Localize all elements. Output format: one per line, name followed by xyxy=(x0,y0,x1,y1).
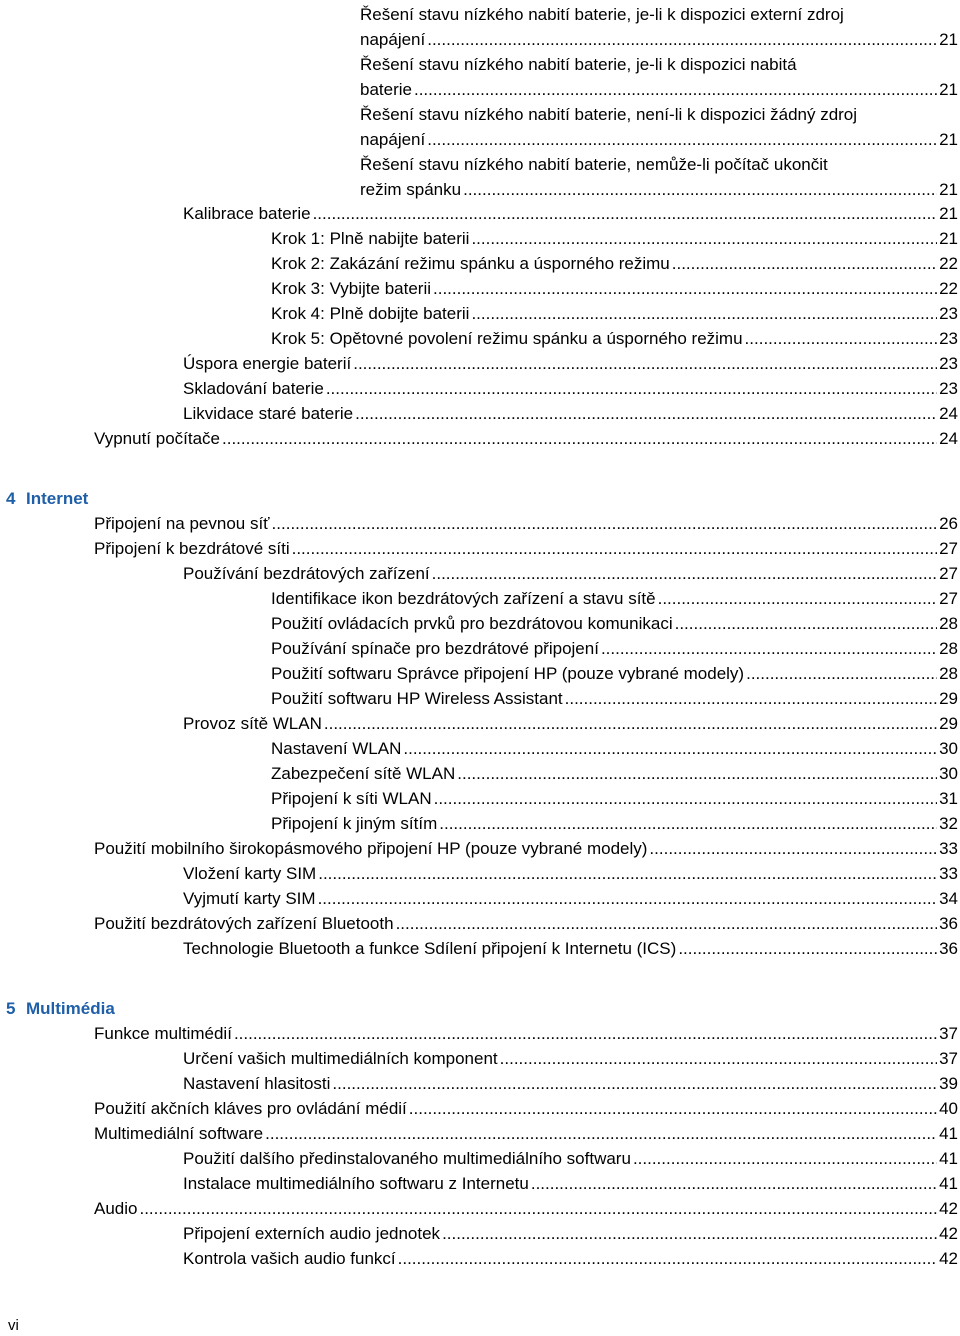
toc-entry[interactable] xyxy=(183,1046,958,1071)
toc-entry[interactable] xyxy=(183,1221,958,1246)
toc-entry-title: Používání bezdrátových zařízení xyxy=(183,564,430,583)
toc-entry-page: 23 xyxy=(939,304,958,323)
toc-entry[interactable] xyxy=(183,936,958,961)
toc-entry-title: Připojení k síti WLAN xyxy=(271,789,432,808)
toc-entry[interactable] xyxy=(360,2,958,52)
toc-entry-title-cont: režim spánku xyxy=(360,180,462,199)
chapter-number: 5 xyxy=(6,999,16,1018)
toc-entry[interactable] xyxy=(271,301,958,326)
toc-entry-page: 23 xyxy=(939,379,958,398)
toc-entry-title: Vyjmutí karty SIM xyxy=(183,889,316,908)
chapter-heading[interactable] xyxy=(6,996,115,1021)
toc-entry[interactable] xyxy=(271,226,958,251)
toc-entry-page: 42 xyxy=(939,1249,958,1268)
toc-entry[interactable] xyxy=(94,911,958,936)
chapter-title: Multimédia xyxy=(26,999,115,1018)
toc-entry[interactable] xyxy=(183,886,958,911)
toc-entry-page: 23 xyxy=(939,329,958,348)
page-number: vi xyxy=(8,1317,19,1334)
toc-entry[interactable] xyxy=(183,711,958,736)
toc-entry-title: Krok 4: Plně dobijte baterii xyxy=(271,304,470,323)
toc-entry[interactable] xyxy=(360,152,958,202)
toc-entry[interactable] xyxy=(94,1021,958,1046)
toc-entry-title: Použití softwaru HP Wireless Assistant xyxy=(271,689,563,708)
toc-entry-page: 31 xyxy=(939,789,958,808)
toc-entry-title: Skladování baterie xyxy=(183,379,324,398)
toc-entry-title: Identifikace ikon bezdrátových zařízení a stavu sítě xyxy=(271,589,656,608)
toc-entry-title: Připojení k bezdrátové síti xyxy=(94,539,290,558)
toc-entry-page: 23 xyxy=(939,354,958,373)
toc-entry[interactable] xyxy=(94,536,958,561)
toc-entry-page: 30 xyxy=(939,764,958,783)
toc-entry[interactable] xyxy=(94,1096,958,1121)
toc-entry-page: 42 xyxy=(939,1224,958,1243)
toc-entry-title: Vložení karty SIM xyxy=(183,864,317,883)
toc-entry-title-cont: napájení xyxy=(360,30,426,49)
toc-entry[interactable] xyxy=(271,661,958,686)
toc-entry-page: 29 xyxy=(939,714,958,733)
toc-entry-title: Řešení stavu nízkého nabití baterie, nemůže-li počítač ukončit xyxy=(360,155,828,174)
toc-entry-title: Určení vašich multimediálních komponent xyxy=(183,1049,498,1068)
toc-entry[interactable] xyxy=(94,426,958,451)
toc-entry-title: Řešení stavu nízkého nabití baterie, není-li k dispozici žádný zdroj xyxy=(360,105,858,124)
toc-entry[interactable] xyxy=(183,1071,958,1096)
toc-entry-page: 42 xyxy=(939,1199,958,1218)
toc-entry-title: Použití akčních kláves pro ovládání médií xyxy=(94,1099,407,1118)
toc-entry-page: 39 xyxy=(939,1074,958,1093)
toc-entry[interactable] xyxy=(271,276,958,301)
toc-entry[interactable] xyxy=(183,1146,958,1171)
toc-entry[interactable] xyxy=(183,351,958,376)
toc-entry-title: Použití ovládacích prvků pro bezdrátovou komunikaci xyxy=(271,614,673,633)
toc-entry-page: 27 xyxy=(939,564,958,583)
toc-entry-title: Připojení na pevnou síť xyxy=(94,514,270,533)
toc-entry-title: Použití dalšího předinstalovaného multimediálního softwaru xyxy=(183,1149,631,1168)
toc-entry[interactable] xyxy=(94,836,958,861)
toc-entry-page: 28 xyxy=(939,639,958,658)
toc-entry-title: Připojení k jiným sítím xyxy=(271,814,438,833)
toc-entry-page: 33 xyxy=(939,864,958,883)
toc-entry-title: Vypnutí počítače xyxy=(94,429,221,448)
toc-entry-title: Připojení externích audio jednotek xyxy=(183,1224,441,1243)
toc-entry[interactable] xyxy=(183,1171,958,1196)
toc-entry-title: Řešení stavu nízkého nabití baterie, je-li k dispozici nabitá xyxy=(360,55,797,74)
toc-entry[interactable] xyxy=(183,861,958,886)
toc-entry[interactable] xyxy=(271,326,958,351)
toc-entry[interactable] xyxy=(271,686,958,711)
toc-entry-page: 27 xyxy=(939,539,958,558)
toc-entry[interactable] xyxy=(94,511,958,536)
toc-entry-page: 21 xyxy=(939,229,958,248)
toc-entry-title-cont: napájení xyxy=(360,130,426,149)
toc-entry-title: Krok 5: Opětovné povolení režimu spánku a úsporného režimu xyxy=(271,329,743,348)
toc-entry[interactable] xyxy=(271,811,958,836)
toc-entry-title: Zabezpečení sítě WLAN xyxy=(271,764,456,783)
toc-entry-title: Řešení stavu nízkého nabití baterie, je-li k dispozici externí zdroj xyxy=(360,5,844,24)
toc-entry-page: 30 xyxy=(939,739,958,758)
toc-entry-page: 29 xyxy=(939,689,958,708)
toc-entry[interactable] xyxy=(183,561,958,586)
toc-entry-page: 37 xyxy=(939,1049,958,1068)
toc-entry-title: Krok 1: Plně nabijte baterii xyxy=(271,229,470,248)
toc-entry-page: 21 xyxy=(939,130,958,149)
toc-entry-title: Funkce multimédií xyxy=(94,1024,232,1043)
toc-entry-title: Použití mobilního širokopásmového připojení HP (pouze vybrané modely) xyxy=(94,839,648,858)
toc-entry-page: 41 xyxy=(939,1124,958,1143)
toc-entry-title: Instalace multimediálního softwaru z Internetu xyxy=(183,1174,529,1193)
toc-entry-page: 21 xyxy=(939,204,958,223)
toc-entry-title: Krok 2: Zakázání režimu spánku a úsporného režimu xyxy=(271,254,670,273)
toc-entry[interactable] xyxy=(271,251,958,276)
toc-entry-page: 34 xyxy=(939,889,958,908)
toc-entry-page: 28 xyxy=(939,614,958,633)
toc-entry-page: 41 xyxy=(939,1174,958,1193)
chapter-heading[interactable] xyxy=(6,486,88,511)
toc-entry-page: 21 xyxy=(939,80,958,99)
toc-entry[interactable] xyxy=(183,376,958,401)
toc-entry[interactable] xyxy=(271,761,958,786)
toc-entry-title: Použití bezdrátových zařízení Bluetooth xyxy=(94,914,394,933)
toc-entry[interactable] xyxy=(94,1196,958,1221)
toc-entry-title: Krok 3: Vybijte baterii xyxy=(271,279,431,298)
toc-entry-page: 36 xyxy=(939,914,958,933)
toc-entry-title: Používání spínače pro bezdrátové připojení xyxy=(271,639,599,658)
toc-entry-page: 32 xyxy=(939,814,958,833)
toc-entry-title: Nastavení WLAN xyxy=(271,739,402,758)
toc-entry[interactable] xyxy=(271,736,958,761)
toc-entry-title: Kalibrace baterie xyxy=(183,204,311,223)
toc-entry[interactable] xyxy=(183,401,958,426)
toc-entry-title: Kontrola vašich audio funkcí xyxy=(183,1249,396,1268)
toc-entry[interactable] xyxy=(360,102,958,152)
toc-entry-page: 41 xyxy=(939,1149,958,1168)
toc-entry-title: Multimediální software xyxy=(94,1124,264,1143)
toc-entry-title: Likvidace staré baterie xyxy=(183,404,354,423)
toc-entry[interactable] xyxy=(183,1246,958,1271)
toc-entry-page: 36 xyxy=(939,939,958,958)
toc-entry-title-cont: baterie xyxy=(360,80,412,99)
toc-entry[interactable] xyxy=(271,586,958,611)
toc-entry-title: Technologie Bluetooth a funkce Sdílení připojení k Internetu (ICS) xyxy=(183,939,677,958)
toc-entry-page: 37 xyxy=(939,1024,958,1043)
toc-entry[interactable] xyxy=(183,201,958,226)
toc-entry-page: 21 xyxy=(939,30,958,49)
toc-entry-page: 24 xyxy=(939,404,958,423)
toc-entry[interactable] xyxy=(271,786,958,811)
chapter-title: Internet xyxy=(26,489,89,508)
toc-entry[interactable] xyxy=(360,52,958,102)
toc-entry-page: 40 xyxy=(939,1099,958,1118)
toc-entry-page: 26 xyxy=(939,514,958,533)
toc-entry-page: 22 xyxy=(939,279,958,298)
toc-entry[interactable] xyxy=(271,636,958,661)
toc-entry[interactable] xyxy=(94,1121,958,1146)
toc-entry-page: 24 xyxy=(939,429,958,448)
chapter-number: 4 xyxy=(6,489,16,508)
toc-entry-page: 21 xyxy=(939,180,958,199)
toc-entry-page: 27 xyxy=(939,589,958,608)
toc-entry-title: Audio xyxy=(94,1199,138,1218)
toc-entry-title: Úspora energie baterií xyxy=(183,354,352,373)
toc-entry-page: 22 xyxy=(939,254,958,273)
toc-entry-page: 33 xyxy=(939,839,958,858)
toc-entry-title: Nastavení hlasitosti xyxy=(183,1074,331,1093)
toc-entry-title: Provoz sítě WLAN xyxy=(183,714,322,733)
toc-entry-page: 28 xyxy=(939,664,958,683)
toc-entry[interactable] xyxy=(271,611,958,636)
toc-entry-title: Použití softwaru Správce připojení HP (pouze vybrané modely) xyxy=(271,664,745,683)
